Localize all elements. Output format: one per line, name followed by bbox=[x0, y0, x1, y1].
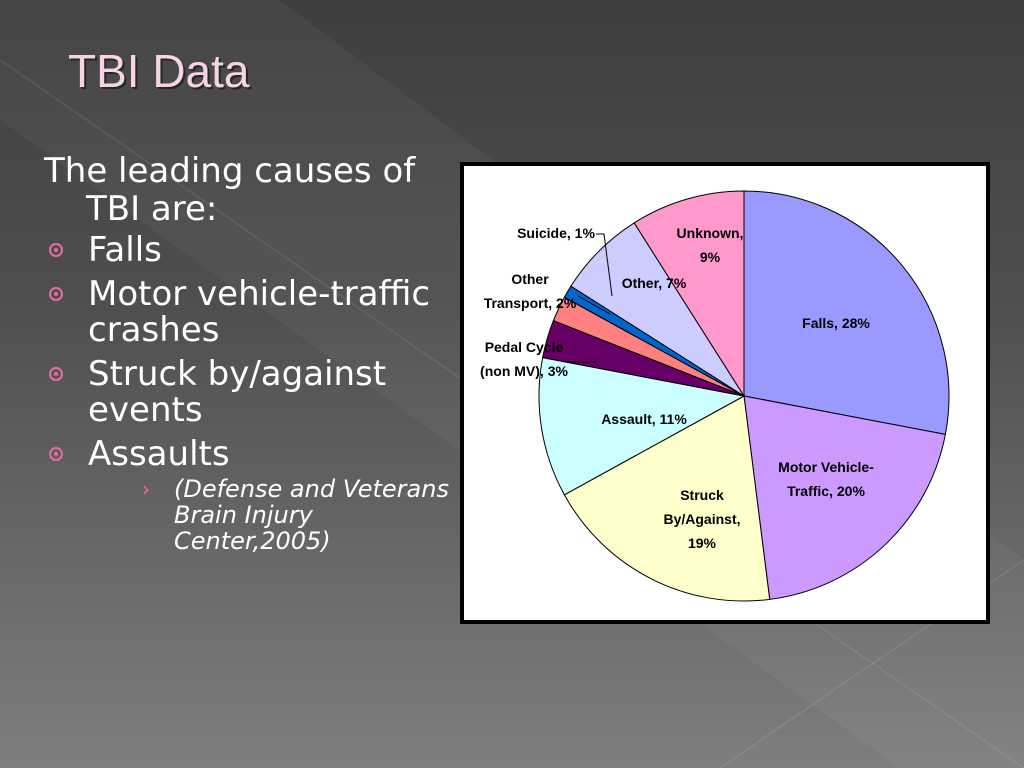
slice-label: Pedal Cycle (non MV), 3% bbox=[480, 339, 568, 379]
bullet-item bbox=[44, 232, 454, 268]
slice-label: Other Transport, 2% bbox=[483, 271, 577, 311]
bullet-list bbox=[44, 232, 454, 554]
target-bullet-icon bbox=[49, 367, 63, 381]
bullet-text: Struck by/against events bbox=[88, 354, 387, 430]
intro-text: The leading causes of TBI are: bbox=[44, 151, 416, 229]
bullet-text: Falls bbox=[88, 230, 162, 270]
sub-bullet bbox=[88, 476, 454, 554]
slice-label: Falls, 28% bbox=[802, 315, 870, 331]
pie-chart bbox=[464, 166, 986, 620]
target-bullet-icon bbox=[49, 447, 63, 461]
bullet-text: Assaults bbox=[88, 434, 230, 474]
chevron-right-icon: › bbox=[142, 477, 150, 501]
target-bullet-icon bbox=[49, 243, 63, 257]
slice-label: Suicide, 1% bbox=[517, 225, 595, 241]
bullet-item bbox=[44, 436, 454, 554]
pie-chart-frame bbox=[460, 162, 990, 624]
slice-label: Struck By/Against, 19% bbox=[663, 487, 741, 551]
slice-label: Motor Vehicle-Traffic, 20% bbox=[778, 459, 874, 499]
target-bullet-icon bbox=[49, 287, 63, 301]
slide-title: TBI Data bbox=[68, 45, 250, 97]
bullet-text: Motor vehicle-traffic crashes bbox=[88, 274, 431, 350]
bullet-item bbox=[44, 276, 454, 348]
slice-label: Unknown, 9% bbox=[676, 225, 744, 265]
bullet-item bbox=[44, 356, 454, 428]
citation-text: (Defense and Veterans Brain Injury Center,2005) bbox=[174, 475, 449, 555]
pie-slice bbox=[744, 191, 949, 434]
slide-body bbox=[44, 152, 454, 562]
slice-label: Other, 7% bbox=[621, 275, 687, 291]
slice-label: Assault, 11% bbox=[601, 411, 687, 427]
